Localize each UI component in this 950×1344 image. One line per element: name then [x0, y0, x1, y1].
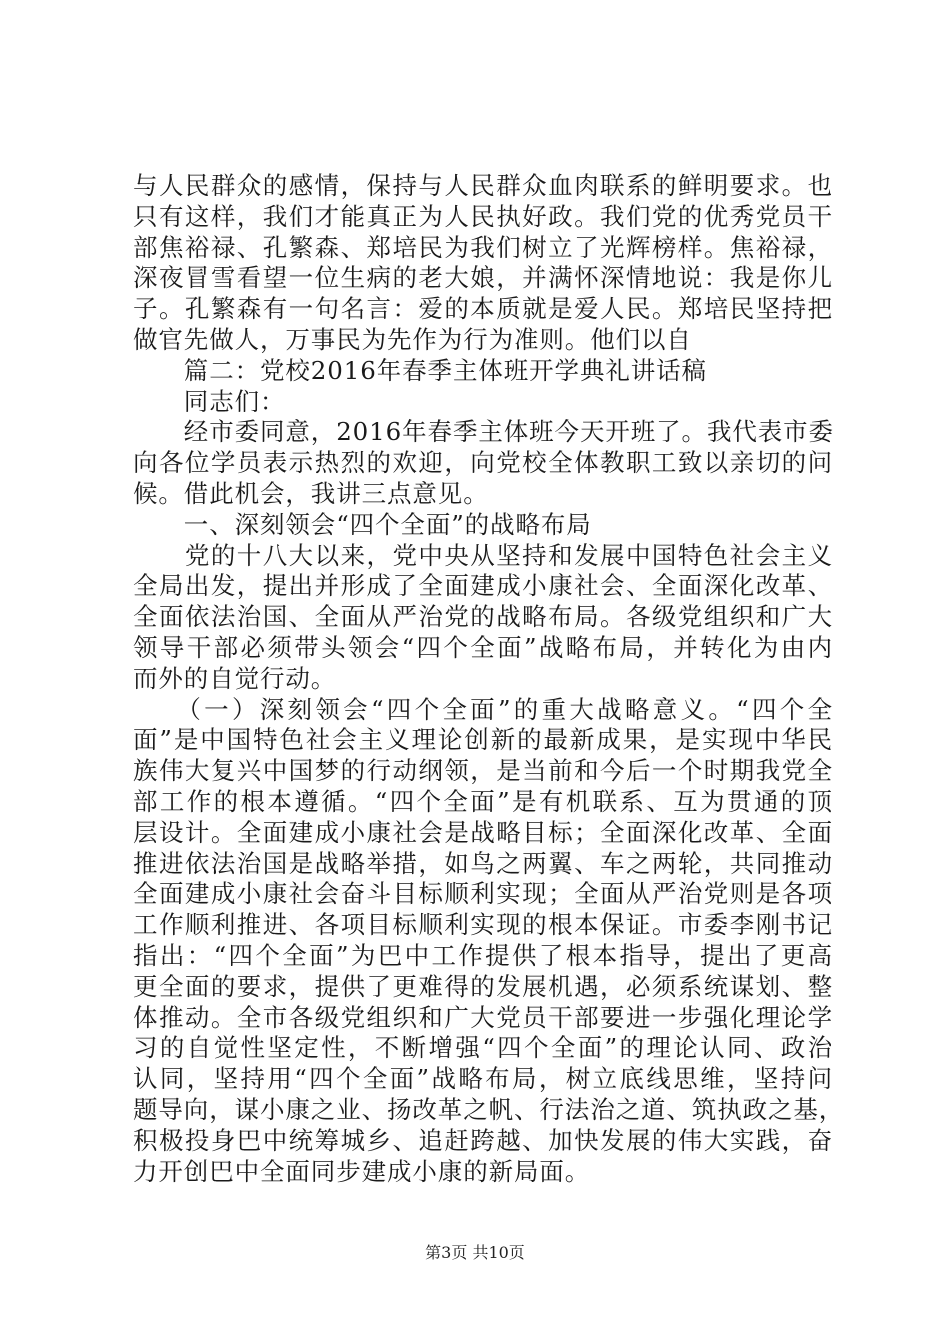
text-line: 推进依法治国是战略举措，如鸟之两翼、车之两轮，共同推动 — [133, 848, 833, 878]
text-line: 子。孔繁森有一句名言：爱的本质就是爱人民。郑培民坚持把 — [133, 294, 833, 324]
text-line: （一）深刻领会“四个全面”的重大战略意义。“四个全 — [133, 694, 833, 724]
text-line: 只有这样，我们才能真正为人民执好政。我们党的优秀党员干 — [133, 201, 833, 231]
text-line: 经市委同意，2016年春季主体班今天开班了。我代表市委 — [133, 417, 834, 447]
text-line: 党的十八大以来，党中央从坚持和发展中国特色社会主义 — [133, 540, 833, 570]
text-line: 面”是中国特色社会主义理论创新的最新成果，是实现中华民 — [133, 725, 833, 755]
text-line: 领导干部必须带头领会“四个全面”战略布局，并转化为由内 — [133, 632, 833, 662]
text-line: 深夜冒雪看望一位生病的老大娘，并满怀深情地说：我是你儿 — [133, 263, 833, 293]
salutation: 同志们： — [133, 386, 286, 416]
page-number-footer: 第3页 共10页 — [425, 1243, 525, 1262]
section-heading: 一、深刻领会“四个全面”的战略布局 — [133, 509, 592, 539]
text-line: 候。借此机会，我讲三点意见。 — [133, 478, 489, 508]
text-line: 全面依法治国、全面从严治党的战略布局。各级党组织和广大 — [133, 602, 833, 632]
text-line: 更全面的要求，提供了更难得的发展机遇，必须系统谋划、整 — [133, 971, 833, 1001]
text-line: 力开创巴中全面同步建成小康的新局面。 — [133, 1156, 591, 1186]
section-heading: 篇二：党校2016年春季主体班开学典礼讲话稿 — [133, 355, 707, 385]
text-line: 工作顺利推进、各项目标顺利实现的根本保证。市委李刚书记 — [133, 910, 833, 940]
text-line: 向各位学员表示热烈的欢迎，向党校全体教职工致以亲切的问 — [133, 448, 833, 478]
text-line: 体推动。全市各级党组织和广大党员干部要进一步强化理论学 — [133, 1002, 833, 1032]
text-line: 积极投身巴中统筹城乡、追赶跨越、加快发展的伟大实践，奋 — [133, 1125, 833, 1155]
text-line: 层设计。全面建成小康社会是战略目标；全面深化改革、全面 — [133, 817, 833, 847]
text-line: 认同，坚持用“四个全面”战略布局，树立底线思维，坚持问 — [133, 1064, 833, 1094]
text-line: 族伟大复兴中国梦的行动纲领，是当前和今后一个时期我党全 — [133, 756, 833, 786]
text-line: 部工作的根本遵循。“四个全面”是有机联系、互为贯通的顶 — [133, 786, 833, 816]
text-line: 与人民群众的感情，保持与人民群众血肉联系的鲜明要求。也 — [133, 171, 833, 200]
text-line: 习的自觉性坚定性，不断增强“四个全面”的理论认同、政治 — [133, 1033, 833, 1063]
text-line: 全面建成小康社会奋斗目标顺利实现；全面从严治党则是各项 — [133, 879, 833, 909]
text-line: 做官先做人，万事民为先作为行为准则。他们以自 — [133, 324, 692, 354]
text-line: 指出：“四个全面”为巴中工作提供了根本指导，提出了更高 — [133, 940, 833, 970]
document-body — [133, 171, 845, 1187]
text-line: 而外的自觉行动。 — [133, 663, 337, 693]
text-line: 全局出发，提出并形成了全面建成小康社会、全面深化改革、 — [133, 571, 833, 601]
text-line: 题导向，谋小康之业、扬改革之帆、行法治之道、筑执政之基， — [133, 1094, 845, 1124]
text-line: 部焦裕禄、孔繁森、郑培民为我们树立了光辉榜样。焦裕禄， — [133, 232, 833, 262]
